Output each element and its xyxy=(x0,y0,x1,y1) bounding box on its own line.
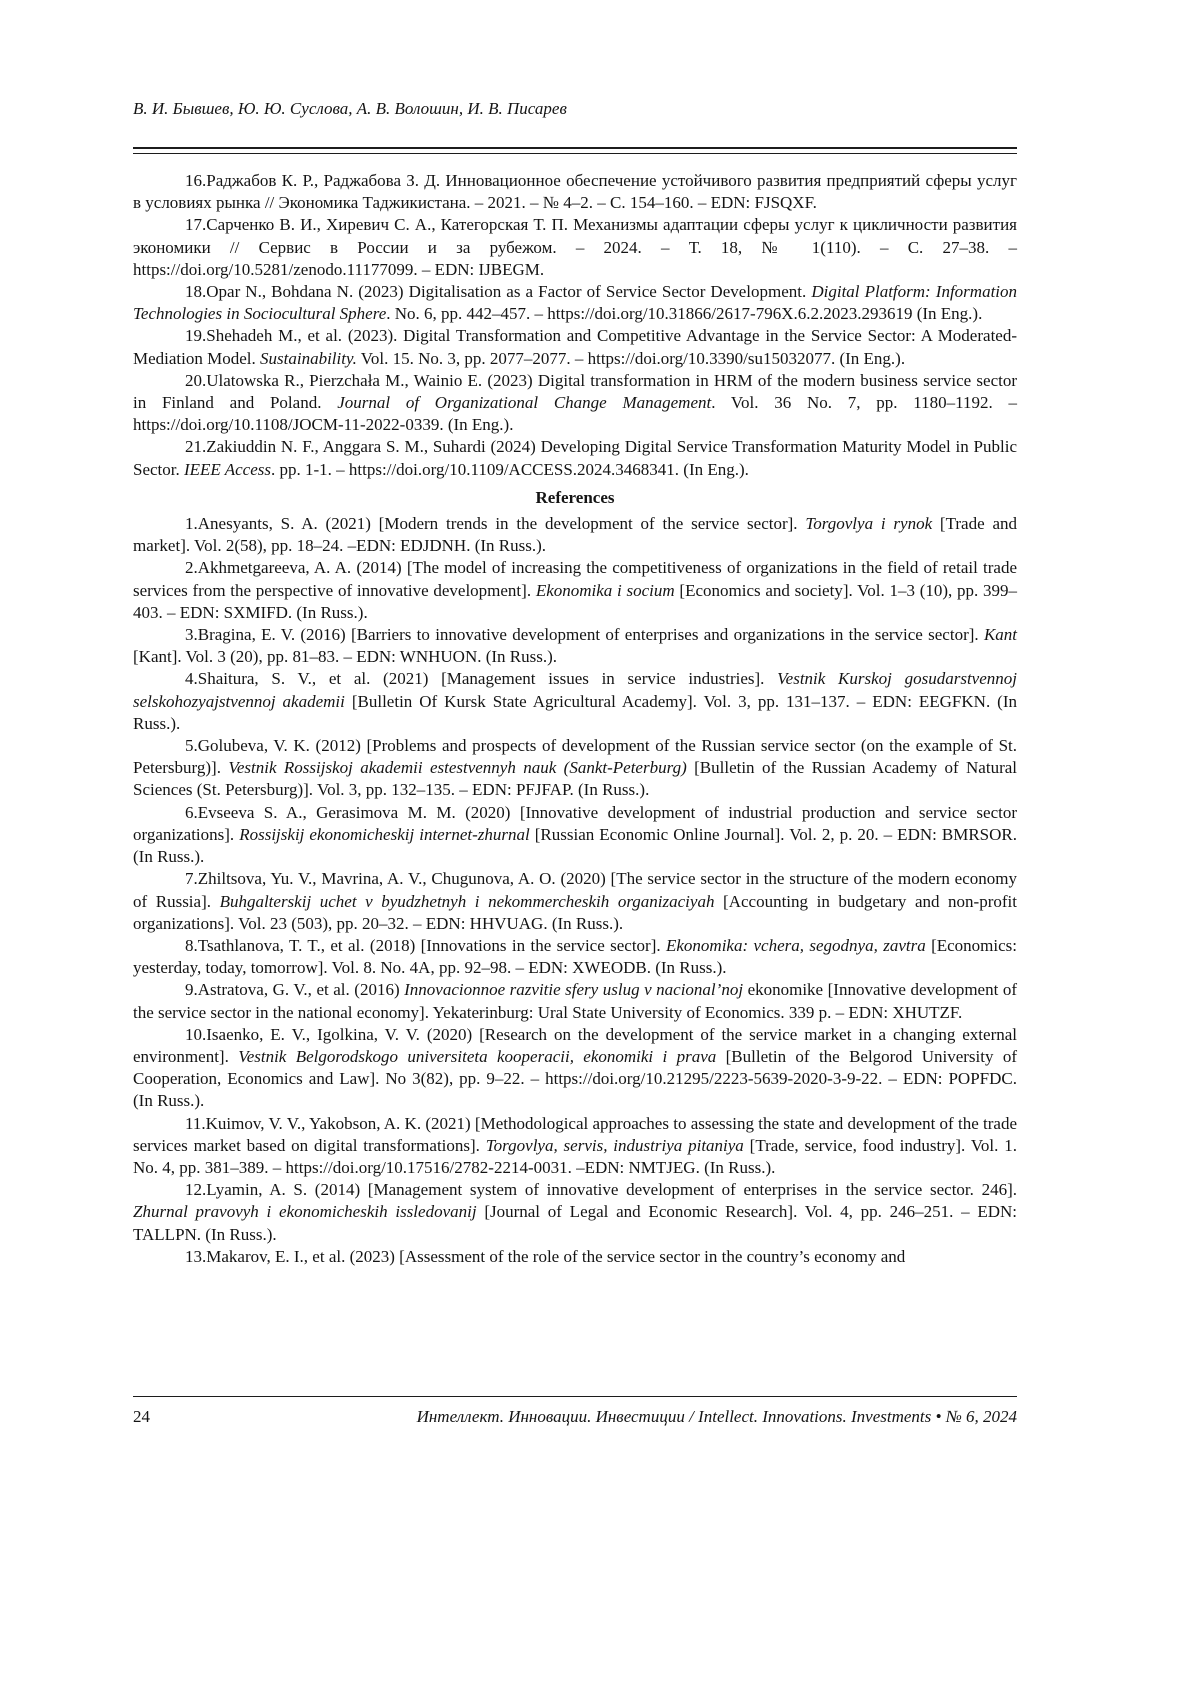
reference-item xyxy=(133,370,1017,437)
reference-journal-title: IEEE Access xyxy=(184,459,272,479)
reference-item xyxy=(133,436,1017,480)
reference-text: . Vol. 36 No. 7, pp. 1180–1192. – https://doi.org/10.1108/JOCM-11-2022-0339. (In Eng.). xyxy=(133,393,1017,435)
reference-item xyxy=(133,170,1017,214)
references-list xyxy=(133,513,1017,1268)
reference-text: Tsathlanova, T. T., et al. (2018) [Innovations in the service sector]. xyxy=(197,935,666,955)
reference-number: 4. xyxy=(185,669,198,689)
reference-journal-title: Digital Platform: Information Technologies in Sociocultural Sphere xyxy=(133,282,1018,324)
reference-text: [Bulletin Of Kursk State Agricultural Academy]. Vol. 3, pp. 131–137. – EDN: EEGFKN. (In Russ.). xyxy=(133,691,1017,733)
reference-text: Golubeva, V. K. (2012) [Problems and prospects of development of the Russian service sector (on the example of St. Petersburg)]. xyxy=(133,736,1017,778)
reference-item xyxy=(133,214,1017,281)
reference-text: Opar N., Bohdana N. (2023) Digitalisation as a Factor of Service Sector Development. xyxy=(206,282,812,302)
footer-divider xyxy=(133,1396,1017,1397)
reference-number: 5. xyxy=(185,736,198,756)
reference-text: Kuimov, V. V., Yakobson, A. K. (2021) [Methodological approaches to assessing the state and development of the trade services market based on digital transformations]. xyxy=(133,1113,1017,1155)
reference-number: 18. xyxy=(185,282,207,302)
reference-number: 12. xyxy=(185,1180,207,1200)
journal-footer-line: Интеллект. Инновации. Инвестиции / Intellect. Innovations. Investments • № 6, 2024 xyxy=(416,1407,1017,1426)
reference-item xyxy=(133,1246,1017,1268)
reference-text: Раджабов К. Р., Раджабова З. Д. Инновационное обеспечение устойчивого развития предприятий сферы услуг в условиях рынка // Экономика Таджикистана. – 2021. – № 4–2. – С. 154–160. – EDN: FJSQXF. xyxy=(133,171,1017,213)
reference-text: [Bulletin of the Belgorod University of Cooperation, Economics and Law]. No 3(82), pp. 9–22. – https://doi.org/10.21295/2223-5639-2020-3-9-22. – EDN: POPFDC. (In Russ.). xyxy=(133,1046,1017,1111)
reference-journal-title: Ekonomika i socium xyxy=(535,580,675,600)
reference-item xyxy=(133,513,1017,557)
reference-number: 10. xyxy=(185,1024,207,1044)
reference-number: 17. xyxy=(185,215,207,235)
reference-item xyxy=(133,735,1017,802)
reference-item xyxy=(133,557,1017,624)
reference-text: Vol. 15. No. 3, pp. 2077–2077. – https://doi.org/10.3390/su15032077. (In Eng.). xyxy=(356,348,906,368)
reference-number: 6. xyxy=(185,802,198,822)
reference-text: Ulatowska R., Pierzchała M., Wainio E. (2023) Digital transformation in HRM of the modern business service sector in Finland and Poland. xyxy=(133,370,1017,413)
page-number: 24 xyxy=(133,1407,150,1426)
reference-item xyxy=(133,979,1017,1023)
references-heading: References xyxy=(535,487,615,507)
reference-number: 9. xyxy=(185,980,198,1000)
header-divider xyxy=(133,147,1017,154)
reference-journal-title: Sustainability. xyxy=(260,348,357,368)
running-header-authors: В. И. Бывшев, Ю. Ю. Суслова, А. В. Волошин, И. В. Писарев xyxy=(133,99,567,118)
reference-item xyxy=(133,624,1017,668)
bibliography-list xyxy=(133,170,1017,481)
reference-number: 21. xyxy=(185,437,207,457)
reference-text: Akhmetgareeva, A. A. (2014) [The model of increasing the competitiveness of organizations in the field of retail trade services from the perspective of innovative development]. xyxy=(133,558,1017,600)
reference-text: . pp. 1-1. – https://doi.org/10.1109/ACCESS.2024.3468341. (In Eng.). xyxy=(271,459,749,479)
reference-item xyxy=(133,281,1017,325)
reference-number: 1. xyxy=(185,514,198,534)
reference-journal-title: Torgovlya, servis, industriya pitaniya xyxy=(485,1135,744,1155)
reference-item xyxy=(133,935,1017,979)
page-body xyxy=(133,170,1017,1268)
reference-number: 13. xyxy=(185,1246,207,1266)
reference-journal-title: Ekonomika: vchera, segodnya, zavtra xyxy=(666,935,926,955)
reference-number: 11. xyxy=(185,1113,206,1133)
reference-text: [Trade, service, food industry]. Vol. 1. No. 4, pp. 381–389. – https://doi.org/10.17516/2782-2214-0031. –EDN: NMTJEG. (In Russ.). xyxy=(133,1135,1017,1177)
reference-text: Lyamin, A. S. (2014) [Management system of innovative development of enterprises in the service sector. 246]. xyxy=(206,1180,1017,1200)
page-footer xyxy=(133,1407,1017,1427)
reference-number: 16. xyxy=(185,171,207,190)
reference-number: 8. xyxy=(185,935,198,955)
reference-number: 2. xyxy=(185,558,198,578)
reference-text: [Trade and market]. Vol. 2(58), pp. 18–24. –EDN: EDJDNH. (In Russ.). xyxy=(133,514,1017,556)
reference-text: [Economics: yesterday, today, tomorrow]. Vol. 8. No. 4A, pp. 92–98. – EDN: XWEODB. (In Russ.). xyxy=(133,935,1017,978)
reference-text: [Bulletin of the Russian Academy of Natural Sciences (St. Petersburg)]. Vol. 3, pp. 132–135. – EDN: PFJFAP. (In Russ.). xyxy=(133,758,1017,800)
reference-journal-title: Journal of Organizational Change Management xyxy=(337,393,712,413)
reference-text: Bragina, E. V. (2016) [Barriers to innovative development of enterprises and organizations in the service sector]. xyxy=(197,625,984,645)
reference-item xyxy=(133,1024,1017,1113)
reference-journal-title: Innovacionnoe razvitie sfery uslug v nacional’noj xyxy=(404,980,744,1000)
reference-text: Zhiltsova, Yu. V., Mavrina, A. V., Chugunova, A. O. (2020) [The service sector in the structure of the modern economy of Russia]. xyxy=(133,869,1017,911)
reference-number: 7. xyxy=(185,869,198,889)
reference-text: Anesyants, S. A. (2021) [Modern trends in the development of the service sector]. xyxy=(197,514,806,534)
reference-item xyxy=(133,868,1017,935)
reference-text: . No. 6, pp. 442–457. – https://doi.org/10.31866/2617-796X.6.2.2023.293619 (In Eng.). xyxy=(386,304,983,324)
reference-journal-title: Buhgalterskij uchet v byudzhetnyh i nekommercheskih organizaciyah xyxy=(219,891,715,911)
reference-text: Shehadeh M., et al. (2023). Digital Transformation and Competitive Advantage in the Service Sector: A Moderated-Mediation Model. xyxy=(133,326,1017,368)
reference-text: Evseeva S. A., Gerasimova M. M. (2020) [Innovative development of industrial production and service sector organizations]. xyxy=(133,802,1017,844)
reference-text: Makarov, E. I., et al. (2023) [Assessment of the role of the service sector in the country’s economy and xyxy=(206,1246,906,1266)
reference-text: [Kant]. Vol. 3 (20), pp. 81–83. – EDN: WNHUON. (In Russ.). xyxy=(133,647,558,667)
reference-text: [Economics and society]. Vol. 1–3 (10), pp. 399–403. – EDN: SXMIFD. (In Russ.). xyxy=(133,580,1018,622)
reference-journal-title: Kant xyxy=(983,625,1017,645)
reference-number: 20. xyxy=(185,370,207,390)
reference-text: ekonomike [Innovative development of the service sector in the national economy]. Yekaterinburg: Ural State University of Economics. 339 p. – EDN: XHUTZF. xyxy=(133,980,1017,1022)
reference-item xyxy=(133,1179,1017,1246)
reference-item xyxy=(133,1113,1017,1180)
reference-item xyxy=(133,802,1017,869)
reference-text: [Russian Economic Online Journal]. Vol. 2, p. 20. – EDN: BMRSOR. (In Russ.). xyxy=(133,824,1017,867)
reference-text: Zakiuddin N. F., Anggara S. M., Suhardi (2024) Developing Digital Service Transformation Maturity Model in Public Sector. xyxy=(133,437,1017,479)
reference-journal-title: Zhurnal pravovyh i ekonomicheskih issledovanij xyxy=(133,1202,477,1222)
reference-journal-title: Vestnik Belgorodskogo universiteta kooperacii, ekonomiki i prava xyxy=(238,1046,717,1066)
reference-journal-title: Vestnik Rossijskoj akademii estestvennyh nauk (Sankt-Peterburg) xyxy=(228,758,687,778)
reference-journal-title: Vestnik Kurskoj gosudarstvennoj selskohozyajstvennoj akademii xyxy=(133,669,1017,711)
reference-journal-title: Torgovlya i rynok xyxy=(805,514,933,534)
reference-number: 19. xyxy=(185,326,207,346)
reference-item xyxy=(133,325,1017,369)
reference-item xyxy=(133,668,1017,735)
reference-text: Astratova, G. V., et al. (2016) xyxy=(197,980,405,1000)
reference-text: Shaitura, S. V., et al. (2021) [Management issues in service industries]. xyxy=(197,669,778,689)
reference-number: 3. xyxy=(185,625,198,645)
reference-text: [Accounting in budgetary and non-profit organizations]. Vol. 23 (503), pp. 20–32. – EDN: HHVUAG. (In Russ.). xyxy=(133,891,1017,933)
reference-text: [Journal of Legal and Economic Research]. Vol. 4, pp. 246–251. – EDN: TALLPN. (In Russ.). xyxy=(133,1202,1017,1244)
reference-journal-title: Rossijskij ekonomicheskij internet-zhurnal xyxy=(239,824,530,844)
reference-text: Сарченко В. И., Хиревич С. А., Категорская Т. П. Механизмы адаптации сферы услуг к цикличности развития экономики // Сервис в России и за рубежом. – 2024. – Т. 18, № 1(110). – С. 27–38. – https://doi.org/10.5281/zenodo.11177099. – EDN: IJBEGM. xyxy=(133,215,1017,279)
reference-text: Isaenko, E. V., Igolkina, V. V. (2020) [Research on the development of the service market in a changing external environment]. xyxy=(133,1024,1017,1066)
